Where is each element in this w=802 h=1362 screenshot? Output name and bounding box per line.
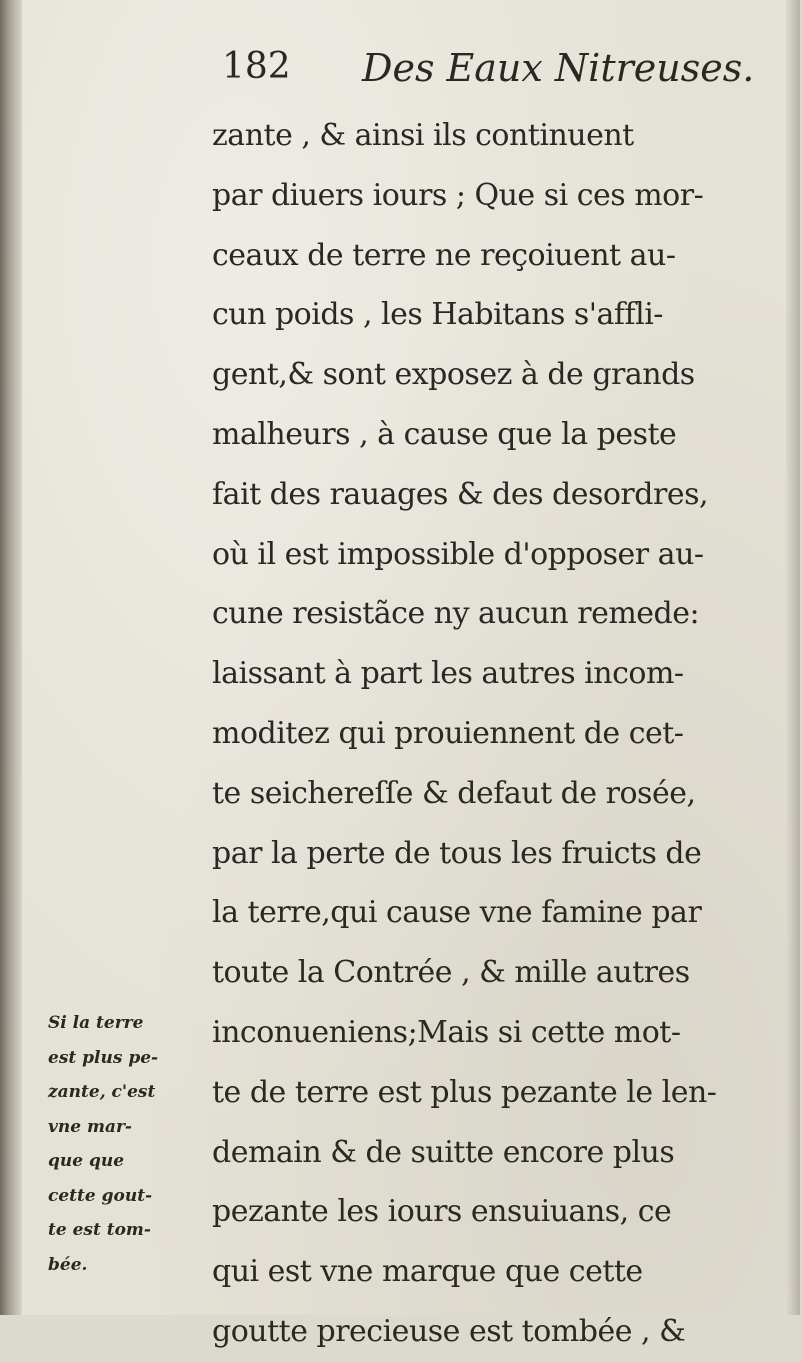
text-line: zante , & ainsi ils continuent <box>212 118 634 153</box>
text-line: par diuers iours ; Que si ces mor- <box>212 177 704 213</box>
page-number: 182 <box>222 46 291 87</box>
marginal-note-line: cette gout- <box>48 1185 153 1206</box>
text-line: la terre,qui cause vne famine par <box>212 895 702 931</box>
text-line: qui est vne marque que cette <box>212 1254 643 1290</box>
text-line: malheurs , à cause que la peste <box>212 416 677 452</box>
text-line: ceaux de terre ne reçoiuent au- <box>212 237 676 273</box>
marginal-note-line: que que <box>48 1151 125 1171</box>
text-line: par la perte de tous les fruicts de <box>212 835 702 871</box>
text-line: moditez qui prouiennent de cet- <box>212 715 684 751</box>
text-line: toute la Contrée , & mille autres <box>212 955 690 991</box>
page-header <box>222 38 762 98</box>
marginal-note-line: bée. <box>48 1254 88 1275</box>
text-line: goutte precieuse est tombée , & <box>212 1313 686 1349</box>
text-line: demain & de suitte encore plus <box>212 1134 675 1170</box>
text-line: pezante les iours ensuiuans, ce <box>212 1194 672 1230</box>
text-line: cune resistãce ny aucun remede: <box>212 596 700 632</box>
marginal-note <box>48 1006 208 1282</box>
marginal-note-line: Si la terre <box>48 1013 144 1033</box>
marginal-note-line: vne mar- <box>48 1116 132 1137</box>
marginal-note-line: te est tom- <box>48 1220 151 1240</box>
text-line: laissant à part les autres incom- <box>212 656 684 692</box>
text-line: gent,& sont exposez à de grands <box>212 357 695 393</box>
marginal-note-line: zante, c'est <box>48 1082 156 1102</box>
body-text <box>212 106 802 1362</box>
text-line: inconueniens;Mais si cette mot- <box>212 1014 681 1050</box>
text-line: te de terre est plus pezante le len- <box>212 1074 717 1110</box>
text-line: où il est impossible d'opposer au- <box>212 536 704 572</box>
text-line: fait des rauages & des desordres, <box>212 476 709 512</box>
text-line: cun poids , les Habitans s'affli- <box>212 297 663 333</box>
marginal-note-line: est plus pe- <box>48 1047 159 1068</box>
page-gutter-shadow <box>0 0 22 1315</box>
running-title: Des Eaux Nitreuses. <box>362 46 755 90</box>
text-line: te seichereſſe & defaut de rosée, <box>212 775 696 811</box>
